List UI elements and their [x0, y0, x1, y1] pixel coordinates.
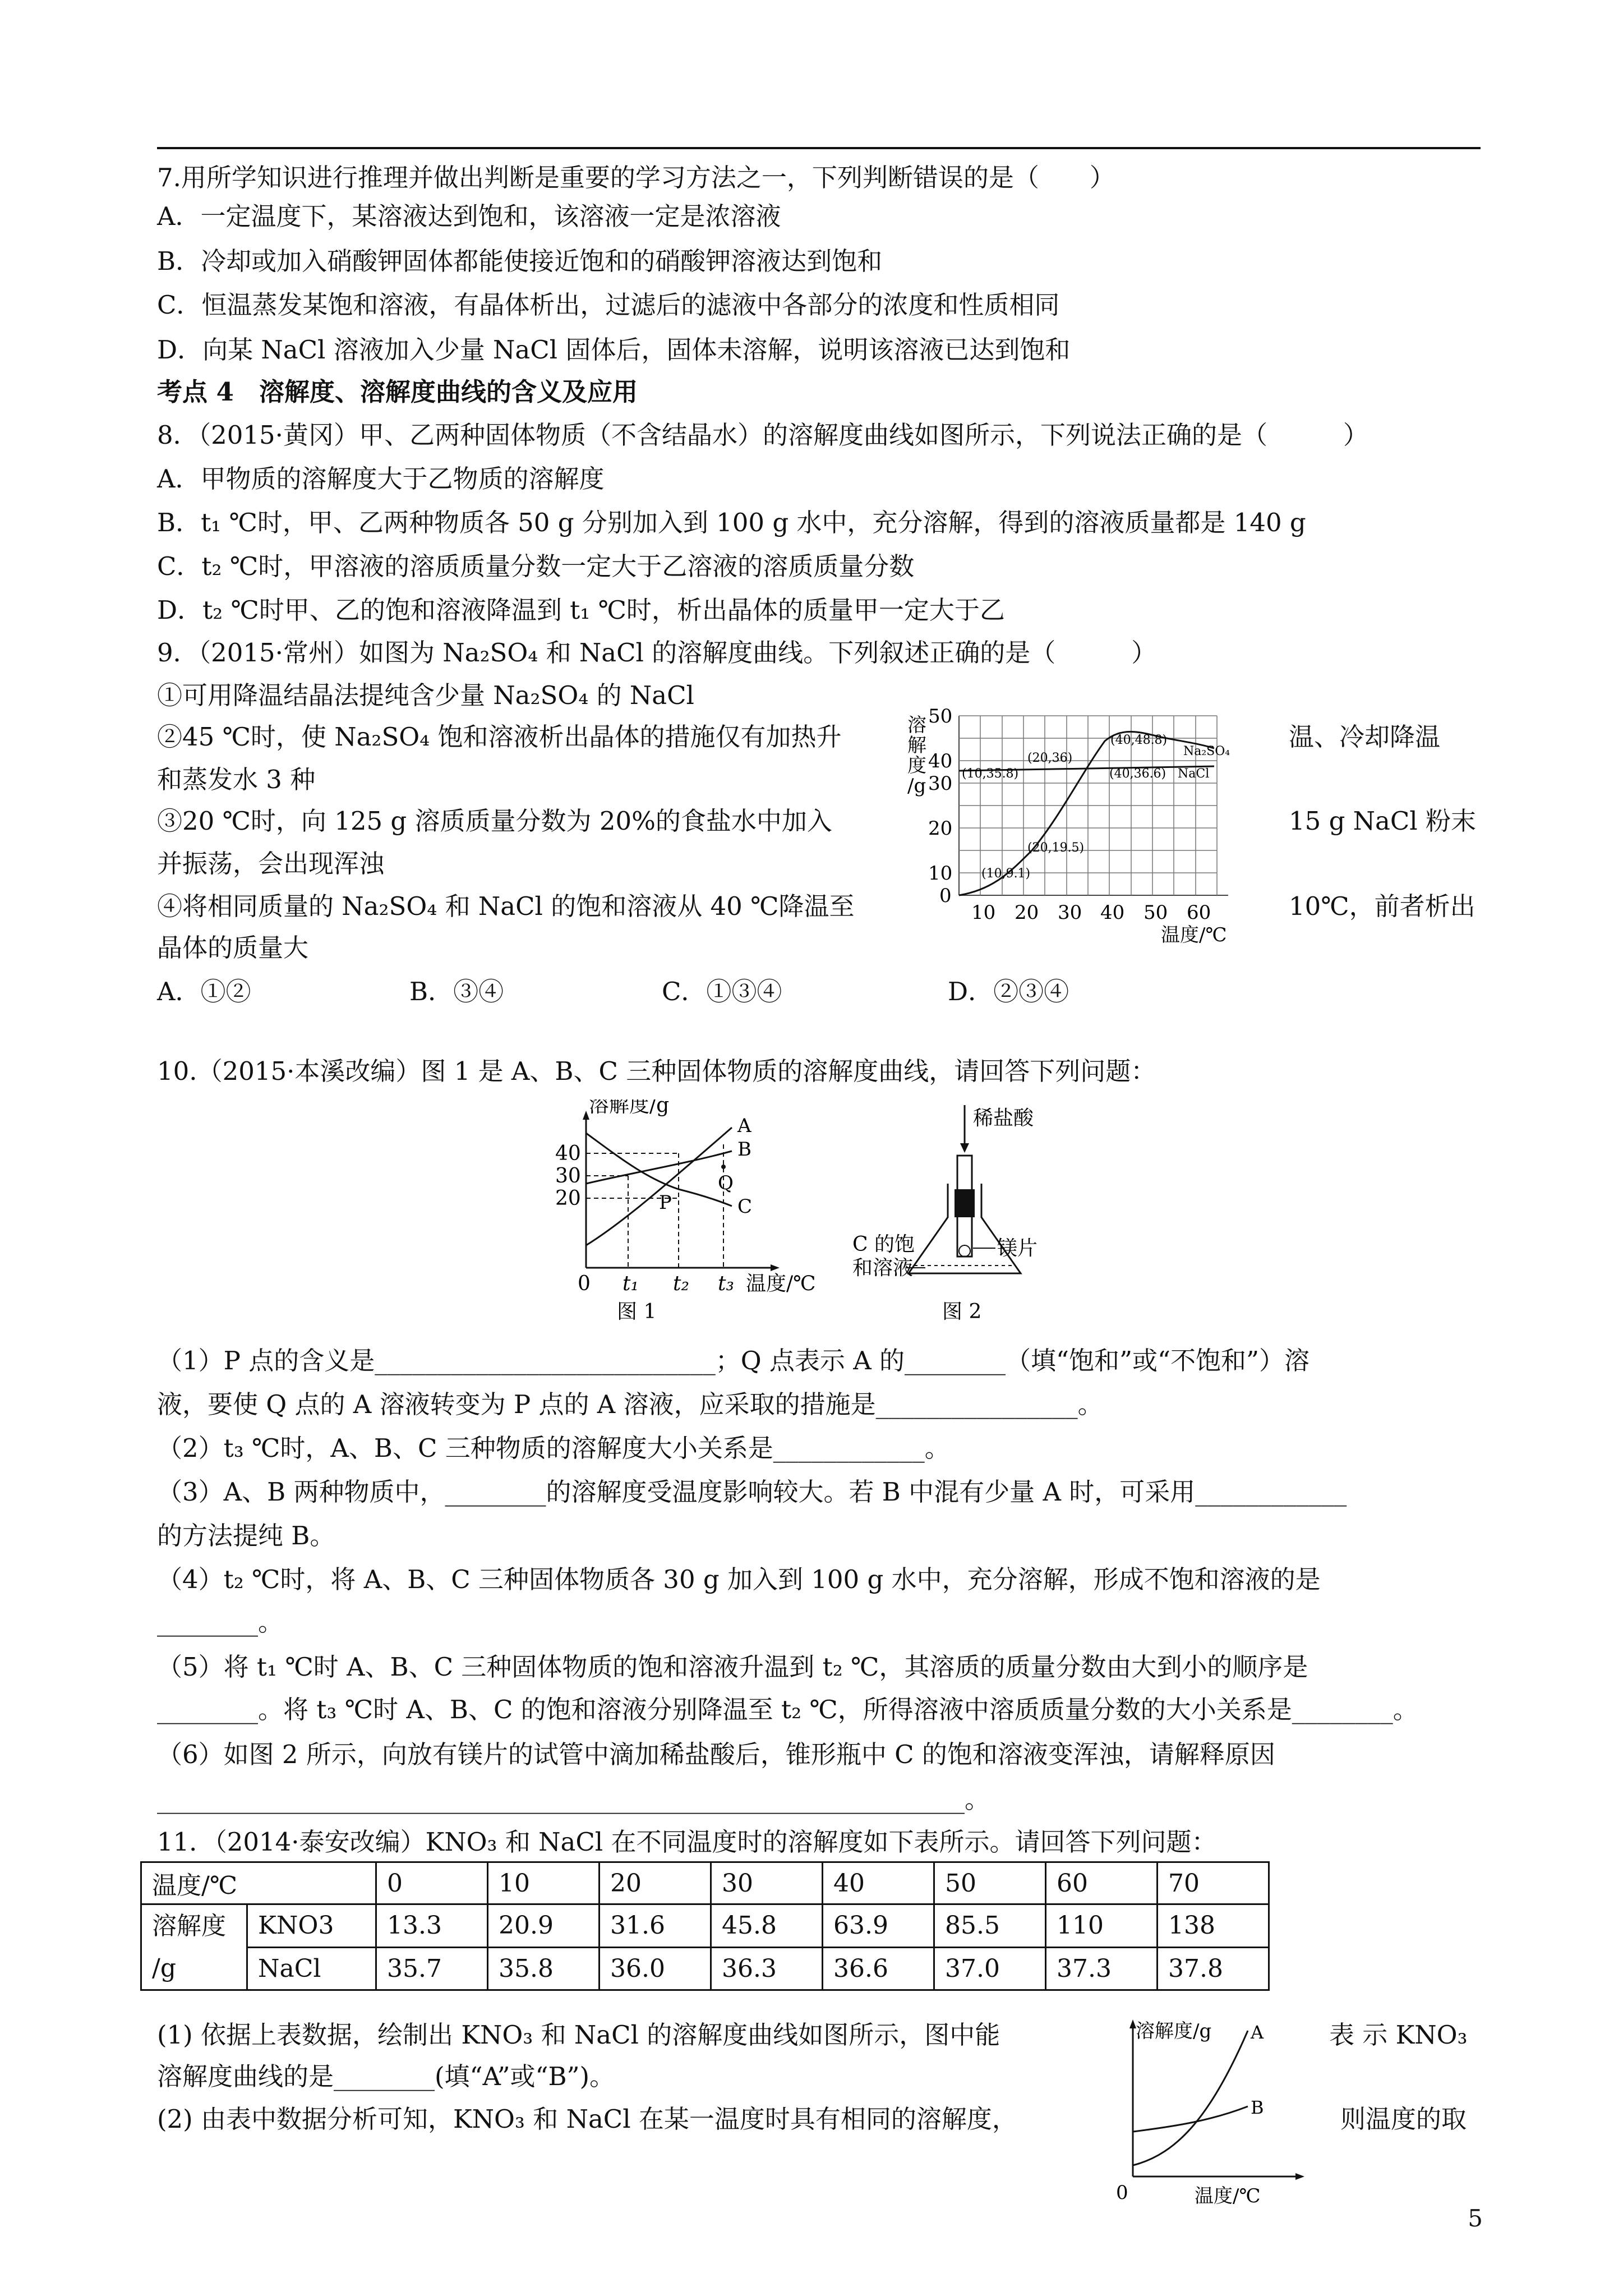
- q9-option-a: A．①②: [157, 977, 251, 1006]
- q9-graph-ytick-40: 40: [928, 750, 953, 772]
- q11-part2-line1-end: 则温度的取: [1340, 2104, 1467, 2134]
- table-cell: 36.6: [823, 1947, 934, 1990]
- q7-option-b: B．冷却或加入硝酸钾固体都能使接近饱和的硝酸钾溶液达到饱和: [157, 246, 883, 276]
- q10-fig1-t2: t₂: [673, 1272, 689, 1295]
- table-cell: 110: [1046, 1904, 1158, 1948]
- table-cell: 35.7: [376, 1947, 488, 1990]
- table-cell: 31.6: [600, 1904, 711, 1948]
- q7-option-c: C．恒温蒸发某饱和溶液，有晶体析出，过滤后的滤液中各部分的浓度和性质相同: [157, 290, 1060, 320]
- table-temp-cell: 10: [488, 1862, 600, 1904]
- q9-graph-na2so4-label: Na₂SO₄: [1183, 744, 1230, 758]
- table-temp-cell: 70: [1158, 1862, 1269, 1904]
- solubility-table: [140, 1861, 1270, 1991]
- q10-figure-2: [852, 1099, 1077, 1324]
- q7-option-d: D．向某 NaCl 溶液加入少量 NaCl 固体后，固体未溶解，说明该溶液已达到饱和: [157, 335, 1071, 365]
- q9-statement-3a: ③20 ℃时，向 125 g 溶质质量分数为 20%的食盐水中加入: [157, 806, 832, 836]
- q10-part1-line2: 液，要使 Q 点的 A 溶液转变为 P 点的 A 溶液，应采取的措施是________________。: [157, 1389, 1103, 1419]
- q9-statement-4a: ④将相同质量的 Na₂SO₄ 和 NaCl 的饱和溶液从 40 ℃降温至: [157, 891, 855, 921]
- q9-graph-ylabel-4: /g: [907, 775, 926, 797]
- table-row: [141, 1947, 1269, 1990]
- table-cell: 85.5: [934, 1904, 1046, 1948]
- table-cell: 45.8: [711, 1904, 823, 1948]
- table-cell: 63.9: [823, 1904, 934, 1948]
- q9-graph-xtick-60: 60: [1187, 901, 1211, 924]
- q7-option-a: A．一定温度下，某溶液达到饱和，该溶液一定是浓溶液: [157, 201, 781, 231]
- q9-graph-nacl-label: NaCl: [1178, 767, 1210, 781]
- q9-statement-2a: ②45 ℃时，使 Na₂SO₄ 饱和溶液析出晶体的措施仅有加热升: [157, 722, 842, 752]
- q9-statement-3b: 15 g NaCl 粉末: [1289, 806, 1477, 836]
- q9-graph-ylabel-3: 度: [907, 754, 926, 777]
- q10-fig1-curve-a: A: [737, 1115, 751, 1137]
- table-header-solubility: [141, 1904, 247, 1990]
- q9-stem: 9．（2015·常州）如图为 Na₂SO₄ 和 NaCl 的溶解度曲线。下列叙述正确的是（ ）: [157, 638, 1157, 668]
- q10-fig1-ytick-30: 30: [555, 1165, 581, 1188]
- q9-option-b: B．③④: [409, 977, 504, 1006]
- q10-fig1-t1: t₁: [623, 1272, 639, 1295]
- q10-part5-line2: ________。将 t₃ ℃时 A、B、C 的饱和溶液分别降温至 t₂ ℃，所得溶液中溶质质量分数的大小关系是________。: [157, 1695, 1418, 1724]
- q9-statement-2c: 和蒸发水 3 种: [157, 765, 316, 794]
- table-temp-cell: 50: [934, 1862, 1046, 1904]
- q9-graph-ytick-20: 20: [928, 817, 953, 840]
- q10-fig1-xlabel: 温度/℃: [746, 1272, 816, 1295]
- table-cell: 36.3: [711, 1947, 823, 1990]
- table-cell: 37.0: [934, 1947, 1046, 1990]
- q10-fig1-caption: 图 1: [617, 1300, 657, 1323]
- q9-option-c: C．①③④: [662, 977, 782, 1006]
- table-cell: 13.3: [376, 1904, 488, 1948]
- q9-statement-4c: 晶体的质量大: [157, 933, 309, 963]
- section-heading: 考点 4 溶解度、溶解度曲线的含义及应用: [157, 377, 638, 407]
- q10-part6-line2: ________________________________________________________________。: [157, 1784, 990, 1814]
- q10-fig1-curve-b: B: [737, 1138, 751, 1161]
- q9-statement-2b: 温、冷却降温: [1289, 722, 1441, 752]
- table-temp-cell: 0: [376, 1862, 488, 1904]
- q9-graph-point-10-9.1: (10,9.1): [981, 867, 1031, 881]
- table-header-temperature: 温度/℃: [141, 1862, 376, 1904]
- q8-stem: 8．（2015·黄冈）甲、乙两种固体物质（不含结晶水）的溶解度曲线如图所示，下列说法正确的是（ ）: [157, 420, 1368, 450]
- q10-part4-line1: （4）t₂ ℃时，将 A、B、C 三种固体物质各 30 g 加入到 100 g 水中，充分溶解，形成不饱和溶液的是: [157, 1565, 1321, 1594]
- q11-graph-ylabel: 溶解度/g: [1136, 2020, 1212, 2042]
- q10-fig1-point-q: Q: [718, 1172, 734, 1194]
- table-cell: 37.3: [1046, 1947, 1158, 1990]
- page-number: 5: [1468, 2205, 1483, 2232]
- q10-part5-line1: （5）将 t₁ ℃时 A、B、C 三种固体物质的饱和溶液升温到 t₂ ℃，其溶质的质量分数由大到小的顺序是: [157, 1652, 1308, 1682]
- q9-graph-point-20-19.5: (20,19.5): [1027, 841, 1085, 855]
- q11-solubility-graph: [1116, 2014, 1318, 2210]
- table-cell: 36.0: [600, 1947, 711, 1990]
- table-solubility-label-1: 溶解度: [152, 1912, 226, 1940]
- table-temp-cell: 20: [600, 1862, 711, 1904]
- q8-option-a: A．甲物质的溶解度大于乙物质的溶解度: [157, 464, 605, 494]
- q9-graph-point-10-35.8: (10,35.8): [962, 767, 1019, 781]
- q9-solubility-graph: [897, 688, 1262, 951]
- q9-graph-point-20-36: (20,36): [1027, 751, 1073, 765]
- q9-graph-ytick-30: 30: [928, 772, 953, 795]
- q9-graph-ylabel-1: 溶: [907, 714, 926, 737]
- q10-fig2-mg-label: 镁片: [997, 1237, 1038, 1260]
- q10-fig2-acid-label: 稀盐酸: [973, 1107, 1034, 1130]
- q9-graph-xtick-40: 40: [1100, 901, 1125, 924]
- q10-fig2-solution-label-1: C 的饱: [852, 1233, 915, 1256]
- q11-stem: 11．（2014·泰安改编）KNO₃ 和 NaCl 在不同温度时的溶解度如下表所示。请回答下列问题：: [157, 1827, 1217, 1857]
- q9-graph-xtick-30: 30: [1058, 901, 1082, 924]
- q10-fig2-caption: 图 2: [942, 1300, 982, 1323]
- table-cell: 35.8: [488, 1947, 600, 1990]
- q10-fig1-ylabel: 溶解度/g: [589, 1099, 670, 1117]
- q10-part6-line1: （6）如图 2 所示，向放有镁片的试管中滴加稀盐酸后，锥形瓶中 C 的饱和溶液变浑浊，请解释原因: [157, 1740, 1275, 1769]
- q9-graph-ytick-0: 0: [939, 885, 952, 907]
- table-row-name-nacl: NaCl: [247, 1947, 376, 1990]
- table-row-name-kno3: KNO3: [247, 1904, 376, 1948]
- table-temp-cell: 30: [711, 1862, 823, 1904]
- table-solubility-label-2: /g: [152, 1954, 176, 1982]
- table-cell: 20.9: [488, 1904, 600, 1948]
- q10-fig1-curve-c: C: [737, 1195, 753, 1218]
- q10-part2: （2）t₃ ℃时，A、B、C 三种物质的溶解度大小关系是____________。: [157, 1433, 950, 1463]
- q9-graph-point-40-36.6: (40,36.6): [1109, 767, 1166, 781]
- q10-part4-line2: ________。: [157, 1607, 284, 1637]
- q8-option-b: B．t₁ ℃时，甲、乙两种物质各 50 g 分别加入到 100 g 水中，充分溶解，得到的溶液质量都是 140 g: [157, 508, 1306, 537]
- q10-stem: 10.（2015·本溪改编）图 1 是 A、B、C 三种固体物质的溶解度曲线，请回答下列问题：: [157, 1056, 1156, 1086]
- q11-part2-line1: (2) 由表中数据分析可知，KNO₃ 和 NaCl 在某一温度时具有相同的溶解度，: [157, 2104, 1017, 2134]
- q10-figure-1: [538, 1099, 841, 1324]
- table-cell: 138: [1158, 1904, 1269, 1948]
- q9-graph-xlabel: 温度/℃: [1161, 924, 1227, 946]
- q9-statement-4b: 10℃，前者析出: [1289, 891, 1476, 921]
- q11-graph-origin: 0: [1116, 2182, 1128, 2204]
- q10-fig1-ytick-20: 20: [555, 1187, 581, 1210]
- q9-graph-xtick-10: 10: [971, 901, 996, 924]
- q11-part1-line2: 溶解度曲线的是________(填“A”或“B”)。: [157, 2062, 615, 2091]
- q9-graph-xtick-20: 20: [1015, 901, 1039, 924]
- table-temp-cell: 40: [823, 1862, 934, 1904]
- q10-part1-line1: （1）P 点的含义是___________________________；Q 点表示 A 的________（填“饱和”或“不饱和”）溶: [157, 1346, 1310, 1375]
- q9-graph-ylabel-2: 解: [907, 734, 926, 757]
- q11-part1-line1-end: 表 示 KNO₃: [1329, 2020, 1468, 2050]
- q10-fig1-ytick-40: 40: [555, 1142, 581, 1165]
- table-temp-cell: 60: [1046, 1862, 1158, 1904]
- header-rule: [157, 147, 1481, 149]
- q11-graph-xlabel: 温度/℃: [1195, 2185, 1261, 2207]
- q9-graph-ytick-50: 50: [928, 705, 953, 728]
- q10-fig1-origin: 0: [578, 1272, 591, 1295]
- q10-part3-line1: （3）A、B 两种物质中，________的溶解度受温度影响较大。若 B 中混有少量 A 时，可采用____________: [157, 1477, 1347, 1507]
- q10-fig1-point-p: P: [659, 1191, 672, 1214]
- table-row: [141, 1904, 1269, 1948]
- q10-fig2-solution-label-2: 和溶液: [852, 1257, 914, 1280]
- q7-stem: 7.用所学知识进行推理并做出判断是重要的学习方法之一，下列判断错误的是（ ）: [157, 163, 1115, 192]
- table-cell: 37.8: [1158, 1947, 1269, 1990]
- q9-statement-3c: 并振荡，会出现浑浊: [157, 849, 385, 878]
- q9-statement-1: ①可用降温结晶法提纯含少量 Na₂SO₄ 的 NaCl: [157, 680, 694, 710]
- q10-fig1-t3: t₃: [718, 1272, 734, 1295]
- table-row: [141, 1862, 1269, 1904]
- q11-graph-curve-a: A: [1251, 2022, 1264, 2043]
- q11-part1-line1: (1) 依据上表数据，绘制出 KNO₃ 和 NaCl 的溶解度曲线如图所示，图中能: [157, 2020, 1000, 2050]
- q8-option-c: C．t₂ ℃时，甲溶液的溶质质量分数一定大于乙溶液的溶质质量分数: [157, 551, 915, 581]
- q9-option-d: D．②③④: [948, 977, 1069, 1006]
- q9-graph-xtick-50: 50: [1144, 901, 1168, 924]
- q9-graph-ytick-10: 10: [928, 862, 953, 885]
- q9-graph-point-40-48.8: (40,48.8): [1110, 733, 1168, 747]
- q11-graph-curve-b: B: [1251, 2097, 1264, 2118]
- q10-part3-line2: 的方法提纯 B。: [157, 1521, 335, 1550]
- q8-option-d: D．t₂ ℃时甲、乙的饱和溶液降温到 t₁ ℃时，析出晶体的质量甲一定大于乙: [157, 595, 1005, 625]
